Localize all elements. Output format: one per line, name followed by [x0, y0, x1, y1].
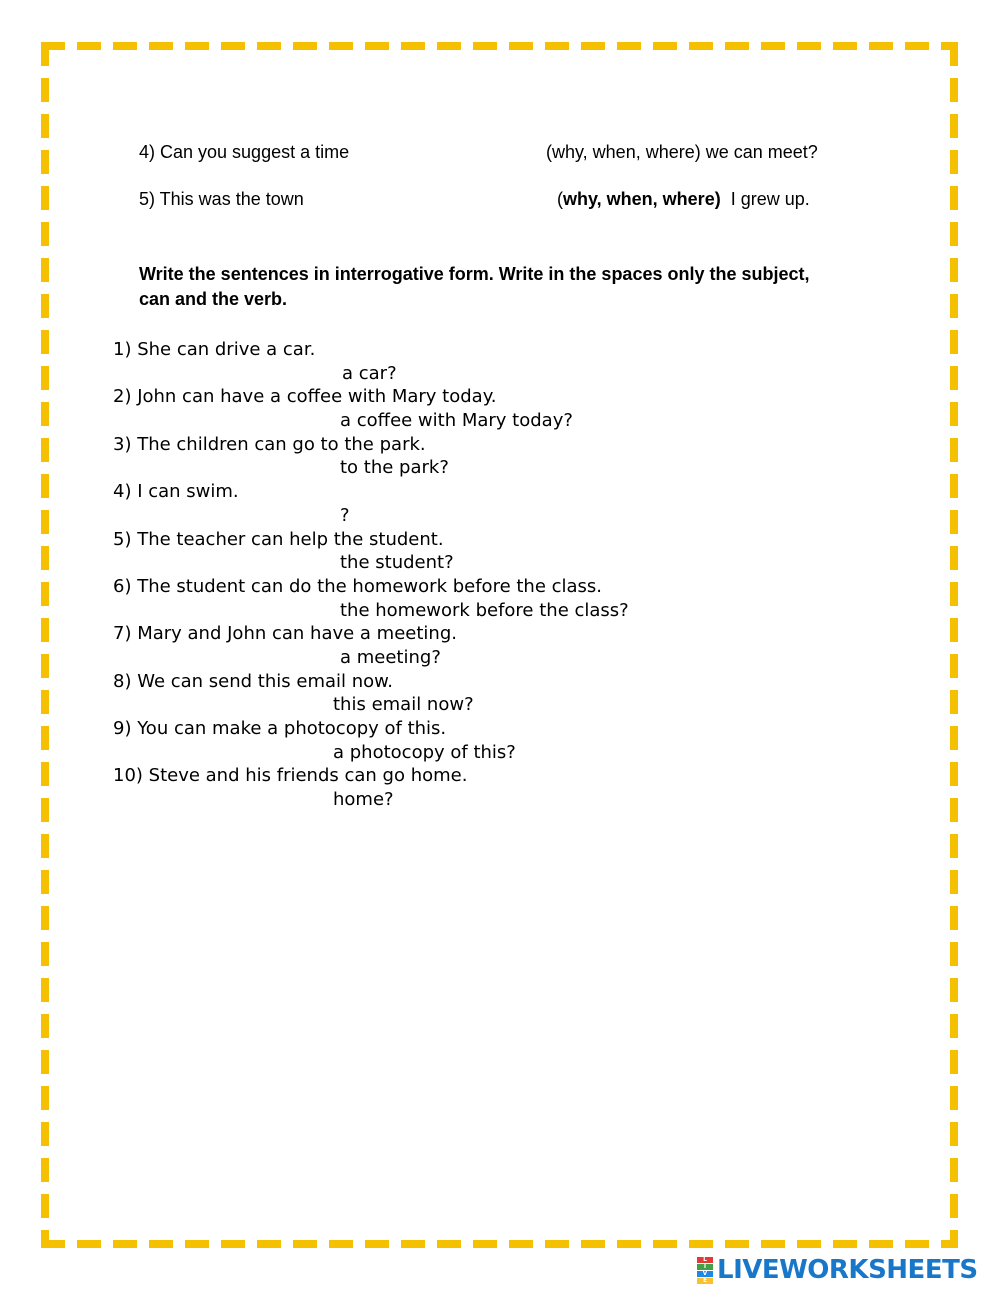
exercise-sentence: 2) John can have a coffee with Mary today.: [113, 386, 497, 408]
answer-tail: to the park?: [340, 457, 449, 479]
exercise-answer: [113, 741, 602, 765]
exercise-sentence: 8) We can send this email now.: [113, 670, 393, 692]
border-bottom: [41, 1240, 958, 1248]
answer-tail: the student?: [340, 552, 454, 574]
logo-mark-letter: V: [697, 1271, 713, 1277]
exercise-answer: [113, 693, 602, 717]
border-right: [950, 42, 958, 1248]
exercise-answer: [113, 362, 602, 386]
exercise-sentence: 10) Steve and his friends can go home.: [113, 765, 468, 787]
logo-mark-letter: E: [697, 1278, 713, 1284]
answer-tail: a photocopy of this?: [333, 741, 516, 763]
logo-text: LIVEWORKSHEETS: [717, 1255, 978, 1285]
exercise-answer: [113, 788, 602, 812]
top-item-4-right: (why, when, where) we can meet?: [546, 142, 818, 162]
answer-tail: a coffee with Mary today?: [340, 410, 573, 432]
exercise-answer: [113, 646, 602, 670]
border-left: [41, 42, 49, 1248]
answer-tail: this email now?: [333, 694, 474, 716]
exercise-sentence: 5) The teacher can help the student.: [113, 528, 444, 550]
exercise-sentence: 1) She can drive a car.: [113, 339, 316, 360]
instructions: Write the sentences in interrogative form. Write in the spaces only the subject, can and the verb.: [139, 264, 810, 309]
logo-mark-letter: I: [697, 1264, 713, 1270]
exercise-sentence: 9) You can make a photocopy of this.: [113, 718, 447, 739]
exercise-sentence: 6) The student can do the homework before the class.: [113, 575, 603, 597]
liveworksheets-logo: [697, 1255, 978, 1285]
exercise-sentence: 4) I can swim.: [113, 481, 239, 503]
top-item-4-left: 4) Can you suggest a time: [139, 142, 350, 162]
exercise-list: [113, 338, 629, 812]
exercise-answer: [113, 599, 629, 623]
answer-tail: a meeting?: [340, 646, 441, 668]
top-item-5-options: why, when, where): [563, 189, 721, 209]
exercise-answer: [113, 456, 602, 480]
top-item-5-tail: I grew up.: [720, 189, 810, 209]
top-item-5-left: 5) This was the town: [139, 189, 304, 209]
answer-tail: ?: [340, 504, 350, 526]
exercise-answer: [113, 409, 602, 433]
answer-tail: a car?: [342, 362, 397, 384]
exercise-answer: [113, 551, 602, 575]
border-top: [41, 42, 958, 50]
exercise-sentence: 7) Mary and John can have a meeting.: [113, 623, 457, 645]
answer-tail: the homework before the class?: [340, 599, 629, 621]
answer-tail: home?: [333, 789, 394, 811]
logo-mark-letter: L: [697, 1257, 713, 1263]
top-item-5-right: [557, 189, 810, 210]
logo-mark-icon: [697, 1257, 713, 1284]
exercise-answer: [113, 504, 602, 528]
exercise-sentence: 3) The children can go to the park.: [113, 433, 426, 455]
top-item-5-paren: (: [557, 189, 563, 209]
